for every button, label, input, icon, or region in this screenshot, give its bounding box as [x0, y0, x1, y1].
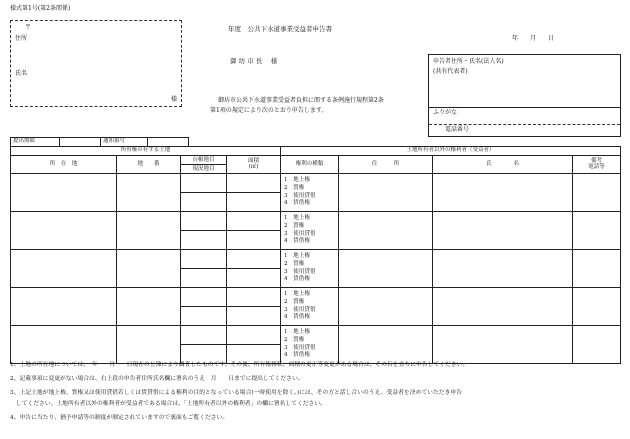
right-kind-option[interactable]: 4 賃借権 [284, 314, 310, 321]
name-cell[interactable] [433, 212, 573, 250]
col-lot: 地 番 [117, 156, 181, 174]
lot-cell[interactable] [117, 250, 181, 288]
right-kind-option[interactable]: 4 賃借権 [284, 276, 310, 283]
declarant-label: 申告者住所・氏名(法人名) [433, 58, 504, 65]
phone-label: 電話番号 [445, 126, 470, 133]
recipient: 御 坊 市 長 様 [230, 57, 278, 65]
right-kind-option[interactable]: 4 賃借権 [284, 238, 310, 245]
name-cell[interactable] [433, 326, 573, 364]
right-kind-option[interactable]: 1 地上権 [284, 176, 310, 183]
right-type-cell[interactable] [281, 174, 339, 212]
location-cell[interactable] [11, 174, 117, 212]
table-row [11, 288, 621, 326]
note-line: 2、記載事項に変更がない場合は、右上段の申告者住所氏名欄に署名のうえ 月 日までに提出してください。 [10, 376, 304, 382]
right-kind-option[interactable]: 1 地上権 [284, 328, 310, 335]
right-kind-option[interactable]: 1 地上権 [284, 252, 310, 259]
table-row [11, 212, 621, 250]
area-cell[interactable] [227, 326, 281, 364]
lot-cell[interactable] [117, 288, 181, 326]
date-line[interactable]: 年 月 日 [512, 35, 555, 42]
col-location: 所 在 地 [11, 156, 117, 174]
address-box [10, 20, 182, 107]
lot-cell[interactable] [117, 174, 181, 212]
preamble-line2: 第1項の規定により次のとおり申告します。 [210, 107, 328, 114]
register-cell[interactable] [181, 288, 227, 326]
lot-cell[interactable] [117, 212, 181, 250]
right-kind-option[interactable]: 1 地上権 [284, 214, 310, 221]
location-cell[interactable] [11, 288, 117, 326]
register-cell[interactable] [181, 212, 227, 250]
right-kind-option[interactable]: 3 使用貸借 [284, 344, 316, 351]
right-type-cell[interactable] [281, 288, 339, 326]
right-kind-option[interactable]: 2 質権 [284, 184, 305, 191]
right-kind-option[interactable]: 3 使用貸借 [284, 268, 316, 275]
deadline-label: 提出期限 [11, 138, 60, 147]
name-label[interactable]: 氏名 [15, 70, 28, 77]
left-group-header: 所有権の有する土地 [11, 147, 281, 156]
note-line: 3、上記土地が地上権、質権又は使用貸借若しくは賃貸借による権利の目的となっている場合(一時使用を除く。)には、その方と話し合いのうえ、受益者を決めていただき申告 [10, 390, 462, 396]
name-cell[interactable] [433, 288, 573, 326]
col-address: 住 所 [339, 156, 433, 174]
location-cell[interactable] [11, 212, 117, 250]
location-cell[interactable] [11, 326, 117, 364]
col-register: 台帳地目 現況地目 [181, 156, 227, 174]
right-kind-option[interactable]: 2 質権 [284, 298, 305, 305]
land-table [10, 146, 621, 364]
area-cell[interactable] [227, 212, 281, 250]
note-line: 4、申告に当たり、猶予申請等の制度が制定されていますので裏面もご覧ください。 [10, 415, 229, 421]
right-type-cell[interactable] [281, 250, 339, 288]
furigana-label: ふりがな [433, 109, 458, 116]
register-cell[interactable] [181, 326, 227, 364]
remarks-cell[interactable] [573, 250, 621, 288]
right-kind-option[interactable]: 3 使用貸借 [284, 230, 316, 237]
col-area: 面積 (㎡) [227, 156, 281, 174]
honorific: 様 [171, 96, 178, 103]
name-cell[interactable] [433, 250, 573, 288]
table-row [11, 326, 621, 364]
col-right-type: 権利の種類 [281, 156, 339, 174]
right-type-cell[interactable] [281, 212, 339, 250]
area-cell[interactable] [227, 250, 281, 288]
area-cell[interactable] [227, 174, 281, 212]
lot-cell[interactable] [117, 326, 181, 364]
right-kind-option[interactable]: 1 地上権 [284, 290, 310, 297]
form-title: 年度 公共下水道事業受益者申告書 [228, 25, 332, 33]
address-cell[interactable] [339, 212, 433, 250]
right-type-cell[interactable] [281, 326, 339, 364]
address-cell[interactable] [339, 326, 433, 364]
remarks-cell[interactable] [573, 212, 621, 250]
right-kind-option[interactable]: 4 賃借権 [284, 352, 310, 359]
register-cell[interactable] [181, 250, 227, 288]
declarant-box [428, 54, 621, 137]
address-cell[interactable] [339, 288, 433, 326]
location-cell[interactable] [11, 250, 117, 288]
right-group-header: 土地所有者以外の権利者（受益者） [281, 147, 621, 156]
right-kind-option[interactable]: 4 賃借権 [284, 200, 310, 207]
remarks-cell[interactable] [573, 326, 621, 364]
col-name: 氏 名 [433, 156, 573, 174]
col-remarks: 備考 電話等 [573, 156, 621, 174]
postal-mark: 〒 [25, 24, 32, 31]
right-kind-option[interactable]: 3 使用貸借 [284, 306, 316, 313]
table-row [11, 250, 621, 288]
declarant-sublabel: (共有代表者) [433, 68, 468, 75]
table-row [11, 174, 621, 212]
address-cell[interactable] [339, 250, 433, 288]
note-line: してください。土地所有者以外の権利者が受益者である場合は、「土地所有者以外の権利者」の欄に署名してください。 [10, 401, 326, 407]
right-kind-option[interactable]: 2 質権 [284, 260, 305, 267]
remarks-cell[interactable] [573, 288, 621, 326]
right-kind-option[interactable]: 2 質権 [284, 222, 305, 229]
notice-number-label: 通知番号 [101, 138, 148, 147]
name-cell[interactable] [433, 174, 573, 212]
area-cell[interactable] [227, 288, 281, 326]
remarks-cell[interactable] [573, 174, 621, 212]
address-label[interactable]: 住所 [15, 35, 28, 42]
form-number: 様式第1号(第2条関係) [10, 5, 71, 12]
note-line: 1、上地の所在地については、 年 月 日現在の公簿により調査したものです。その後、所有権移転、面積の更正等変更がある場合は、その旨を直ちに申告してください。 [10, 362, 469, 368]
preamble-line1: 御坊市公共下水道事業受益者負担に関する条例施行規程第2条 [218, 97, 384, 104]
right-kind-option[interactable]: 3 使用貸借 [284, 192, 316, 199]
register-cell[interactable] [181, 174, 227, 212]
address-cell[interactable] [339, 174, 433, 212]
right-kind-option[interactable]: 2 質権 [284, 336, 305, 343]
